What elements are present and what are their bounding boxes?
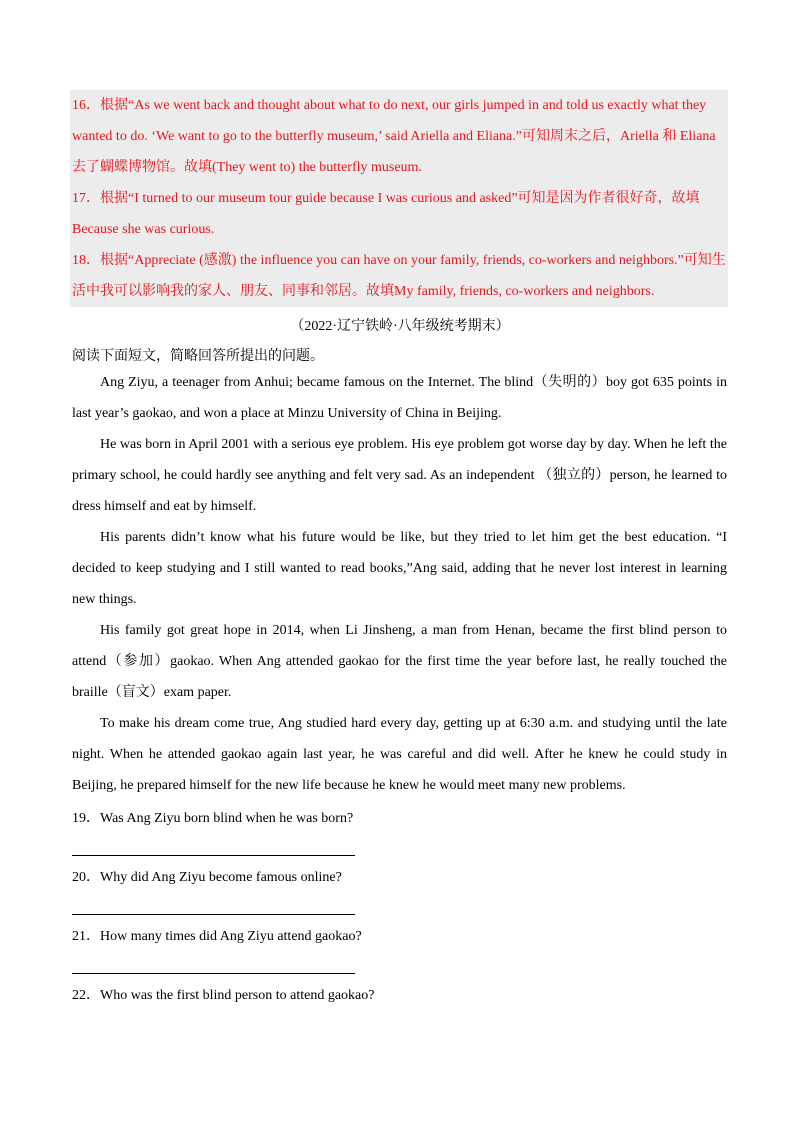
answer-17: 17．根据“I turned to our museum tour guide because I was curious and asked”可知是因为作者很好奇，故填 Because she was curious. — [72, 191, 700, 237]
answer-line-20[interactable] — [72, 893, 727, 922]
question-22: 22．Who was the first blind person to attend gaokao? — [72, 988, 375, 1003]
answer-line-19[interactable] — [72, 834, 727, 863]
answer-18: 18．根据“Appreciate (感激) the influence you can have on your family, friends, co-workers and neighbors.”可知生活中我可以影响我的家人、朋友、同事和邻居。故填My family, friends, co-workers and neighbors. — [72, 253, 726, 299]
answer-explanations — [70, 90, 728, 307]
passage-paragraph-5: To make his dream come true, Ang studied hard every day, getting up at 6:30 a.m. and studying until the late night. When he attended gaokao again last year, he was careful and did well. After he knew he could study in Beijing, he prepared himself for the new life because he knew he would meet many new problems. — [72, 716, 727, 793]
answer-16: 16．根据“As we went back and thought about what to do next, our girls jumped in and told us exactly what they wanted to do. ‘We want to go to the butterfly museum,’ said Ariella and Eliana.”可知周末之后，Ariella 和 Eliana 去了蝴蝶博物馆。故填(They went to) the butterfly museum. — [72, 98, 716, 175]
question-20: 20．Why did Ang Ziyu become famous online? — [72, 870, 342, 885]
question-19: 19．Was Ang Ziyu born blind when he was born? — [72, 811, 354, 826]
question-list — [72, 804, 727, 1011]
passage-paragraph-4: His family got great hope in 2014, when Li Jinsheng, a man from Henan, became the first blind person to attend（参加）gaokao. When Ang attended gaokao for the first time the year before last, he really touched the braille（盲文）exam paper. — [72, 623, 727, 700]
exam-source: （2022·辽宁铁岭·八年级统考期末） — [290, 319, 510, 334]
instruction: 阅读下面短文，简略回答所提出的问题。 — [72, 349, 324, 364]
question-21: 21．How many times did Ang Ziyu attend gaokao? — [72, 929, 362, 944]
answer-line-21[interactable] — [72, 952, 727, 981]
passage-paragraph-3: His parents didn’t know what his future would be like, but they tried to let him get the best education. “I decided to keep studying and I still wanted to read books,”Ang said, adding that he never lost interest in learning new things. — [72, 530, 727, 607]
passage-paragraph-1: Ang Ziyu, a teenager from Anhui; became famous on the Internet. The blind（失明的）boy got 635 points in last year’s gaokao, and won a place at Minzu University of China in Beijing. — [72, 375, 727, 421]
passage-paragraph-2: He was born in April 2001 with a serious eye problem. His eye problem got worse day by day. When he left the primary school, he could hardly see anything and felt very sad. As an independent （独立的）person, he learned to dress himself and eat by himself. — [72, 437, 727, 514]
reading-passage — [72, 367, 727, 801]
